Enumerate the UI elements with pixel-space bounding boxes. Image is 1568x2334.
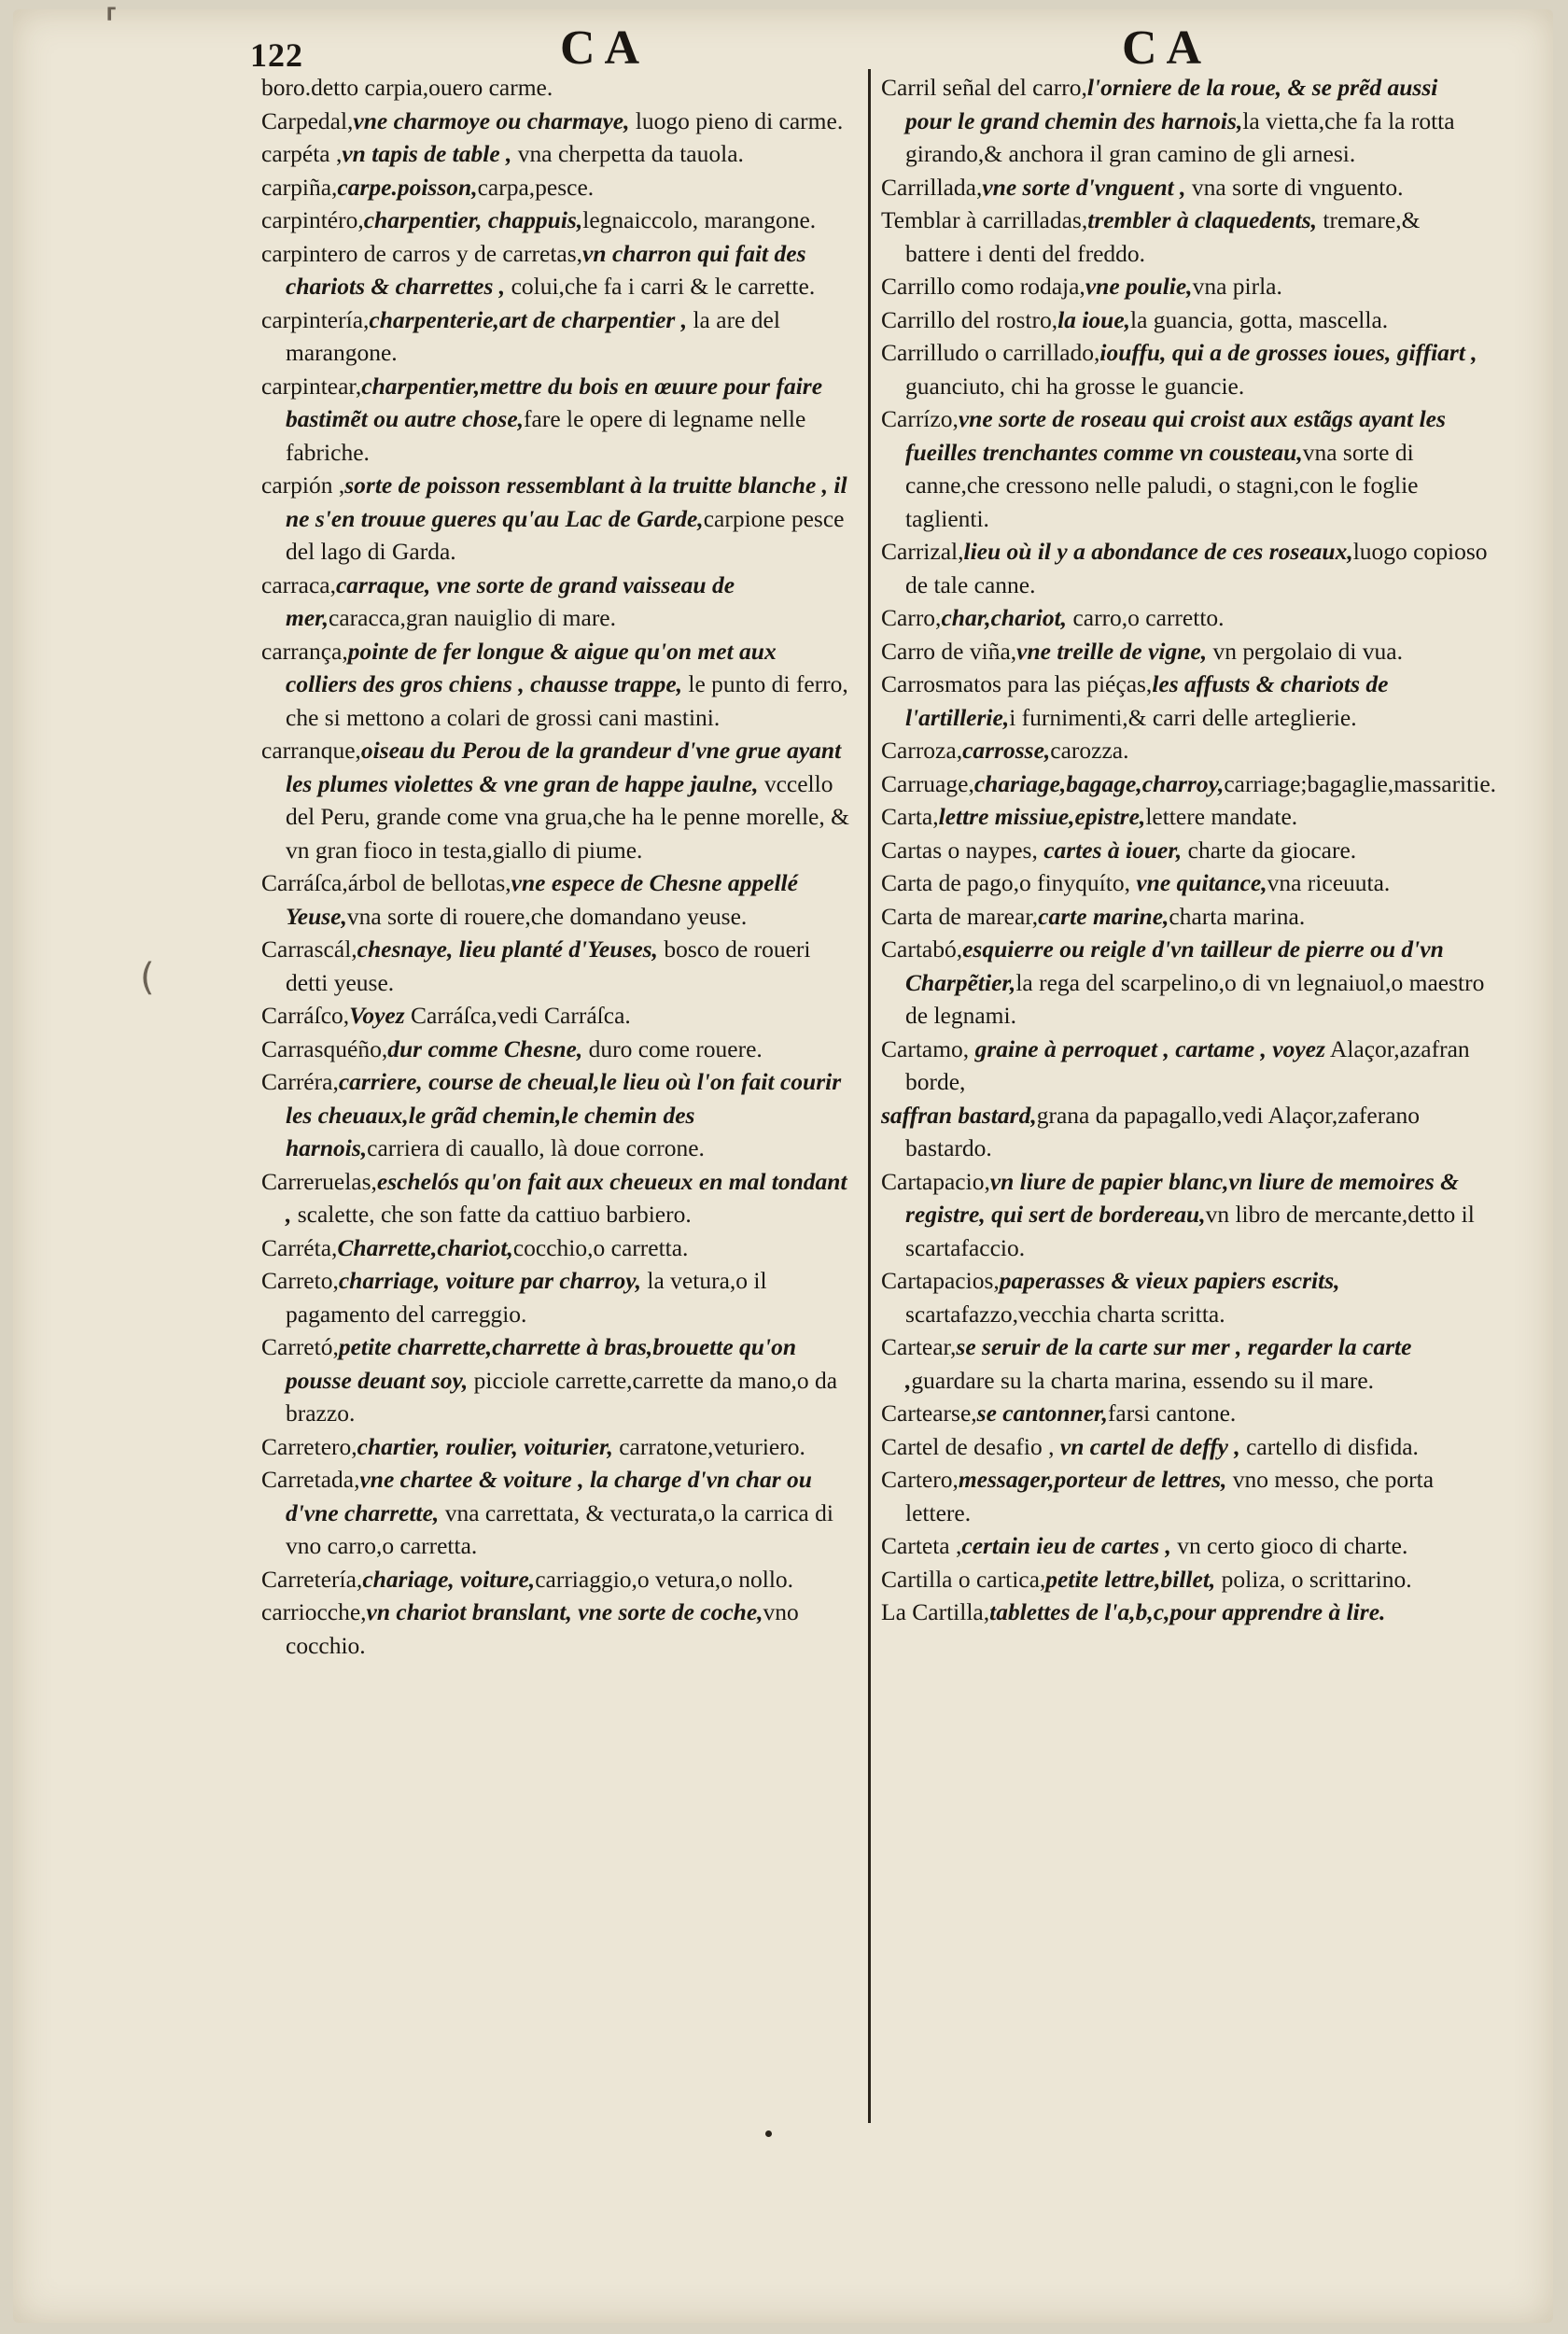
corner-mark: ⸢	[105, 2, 119, 45]
entry-italian: vna carrettata, & vecturata,o la carrica di vno carro,o carretta.	[286, 1498, 833, 1559]
entry-italian: Carráſca,vedi Carráſca.	[404, 1002, 631, 1029]
entry-italian: i furnimenti,& carri delle arteglierie.	[1009, 703, 1357, 731]
entry-italian: colui,che fa i carri & le carrette.	[505, 273, 816, 300]
entry-headword: Carta de pago,o finyquíto,	[881, 869, 1130, 896]
entry-headword: carraca,	[261, 570, 336, 598]
entry-italian: vno messo, che porta lettere.	[905, 1466, 1435, 1526]
entry-italian: poliza, o scrittarino.	[1215, 1565, 1412, 1593]
dictionary-entry	[881, 1099, 1490, 1165]
entry-headword: Cartabó,	[881, 935, 963, 963]
entry-headword: boro.detto carpia,ouero carme.	[261, 74, 553, 101]
dictionary-entry	[881, 303, 1490, 337]
entry-french: vne treille de vigne,	[1016, 637, 1208, 665]
entry-italian: carozza.	[1050, 737, 1129, 764]
dictionary-entry	[261, 1330, 853, 1430]
entry-headword: Cartas o naypes,	[881, 836, 1038, 864]
dictionary-entry	[881, 1330, 1490, 1397]
entry-french: certain ieu de cartes ,	[961, 1532, 1171, 1559]
dictionary-entry	[261, 999, 853, 1033]
column-divider	[868, 69, 871, 2123]
entry-headword: Carreto,	[261, 1267, 339, 1294]
entry-italian: charta marina.	[1169, 902, 1306, 930]
entry-italian: vna cherpetta da tauola.	[511, 140, 744, 167]
running-head-right: CA	[1122, 21, 1211, 75]
dictionary-entry	[261, 933, 853, 999]
left-column	[261, 71, 853, 1662]
entry-headword: Carpedal,	[261, 106, 354, 134]
entry-headword: carpintería,	[261, 305, 370, 333]
entry-french: vne poulie,	[1085, 273, 1193, 300]
dictionary-entry	[881, 1463, 1490, 1529]
entry-headword: carpiña,	[261, 173, 338, 201]
entry-headword: carranque,	[261, 737, 361, 764]
entry-headword: Carteta ,	[881, 1532, 962, 1559]
dictionary-entry	[261, 237, 853, 303]
entry-headword: carrança,	[261, 637, 348, 665]
entry-headword: carpión ,	[261, 471, 345, 499]
entry-french: vne chartee & voiture , la charge d'vn char ou d'vne charrette,	[286, 1466, 812, 1526]
dictionary-entry	[881, 734, 1490, 767]
entry-french: saffran bastard,	[881, 1101, 1037, 1129]
entry-french: charpentier,mettre du bois en œuure pour faire bastimẽt ou autre chose,	[286, 372, 823, 432]
entry-headword: Carráſca,árbol de bellotas,	[261, 869, 511, 896]
page-dot-mark	[765, 2130, 772, 2137]
dictionary-entry	[261, 469, 853, 569]
entry-italian: carriage;bagaglie,massaritie.	[1224, 769, 1497, 797]
entry-headword: Carretero,	[261, 1432, 357, 1460]
dictionary-entry	[881, 270, 1490, 303]
dictionary-entry	[881, 1033, 1490, 1099]
dictionary-entry	[881, 1397, 1490, 1430]
entry-french: vne charmoye ou charmaye,	[353, 106, 630, 134]
dictionary-entry	[881, 1596, 1490, 1629]
entry-italian: vna riceuuta.	[1267, 869, 1391, 896]
entry-headword: carpéta ,	[261, 140, 343, 167]
dictionary-entry	[261, 171, 853, 204]
entry-headword: Carrillo del rostro,	[881, 305, 1058, 333]
dictionary-entry	[881, 204, 1490, 270]
dictionary-entry	[881, 933, 1490, 1033]
entry-italian: vna sorte di canne,che cressono nelle paludi, o stagni,con le foglie taglienti.	[905, 438, 1419, 532]
entry-french: charriage, voiture par charroy,	[338, 1267, 642, 1294]
entry-italian: guanciuto, chi ha grosse le guancie.	[905, 372, 1245, 400]
entry-french: vn chariot branslant, vne sorte de coche,	[366, 1598, 763, 1625]
entry-headword: carpintero de carros y de carretas,	[261, 239, 583, 267]
entry-italian: carro,o carretto.	[1067, 604, 1225, 631]
entry-headword: La Cartilla,	[881, 1598, 990, 1625]
dictionary-entry	[881, 171, 1490, 204]
entry-italian: vn certo gioco di charte.	[1170, 1532, 1408, 1559]
entry-italian: luogo pieno di carme.	[629, 106, 844, 134]
entry-headword: Carretada,	[261, 1466, 360, 1493]
dictionary-entry	[261, 1463, 853, 1563]
entry-headword: Carreruelas,	[261, 1167, 377, 1195]
entry-italian: grana da papagallo,vedi Alaçor,zaferano bastardo.	[905, 1101, 1421, 1161]
entry-headword: carriocche,	[261, 1598, 367, 1625]
entry-french: paperasses & vieux papiers escrits,	[999, 1267, 1340, 1294]
entry-french: esquierre ou reigle d'vn tailleur de pierre ou d'vn Charpẽtier,	[905, 935, 1444, 996]
entry-french: oiseau du Perou de la grandeur d'vne grue ayant les plumes violettes & vne gran de happe jaulne,	[286, 737, 842, 797]
right-column	[881, 71, 1497, 1629]
entry-italian: carpione pesce del lago di Garda.	[286, 504, 845, 565]
entry-french: charpenterie,art de charpentier ,	[369, 305, 688, 333]
entry-french: messager,porteur de lettres,	[958, 1466, 1227, 1493]
entry-french: chariage,bagage,charroy,	[973, 769, 1225, 797]
entry-french: graine à perroquet , cartame , voyez	[969, 1034, 1325, 1062]
entry-french: vne quitance,	[1129, 869, 1267, 896]
dictionary-entry	[261, 1563, 853, 1596]
entry-french: vn liure de papier blanc,vn liure de memoires & registre, qui sert de bordereau,	[905, 1167, 1460, 1228]
entry-french: vne sorte d'vnguent ,	[982, 173, 1186, 201]
entry-headword: Carro de viña,	[881, 637, 1017, 665]
entry-french: vne espece de Chesne appellé Yeuse,	[286, 869, 798, 930]
entry-french: carriere, course de cheual,le lieu où l'on fait courir les cheuaux,le grãd chemin,le chemin des harnois,	[286, 1068, 842, 1161]
entry-italian: cocchio,o carretta.	[512, 1233, 689, 1261]
entry-headword: Carrosmatos para las piéças,	[881, 670, 1153, 697]
entry-headword: Carrízo,	[881, 405, 959, 432]
entry-french: pointe de fer longue & aigue qu'on met aux colliers des gros chiens , chausse trappe,	[286, 637, 777, 697]
entry-headword: Carroza,	[881, 737, 963, 764]
dictionary-entry	[881, 834, 1490, 867]
entry-french: char,chariot,	[941, 604, 1068, 631]
entry-french: les affusts & chariots de l'artillerie,	[905, 670, 1389, 731]
entry-italian: duro come rouere.	[582, 1034, 763, 1062]
dictionary-entry	[881, 1563, 1490, 1596]
entry-italian: vna pirla.	[1192, 273, 1282, 300]
entry-french: vn cartel de deffy ,	[1054, 1432, 1240, 1460]
entry-headword: Carretó,	[261, 1333, 339, 1360]
entry-headword: Cartamo,	[881, 1034, 970, 1062]
dictionary-entry	[261, 105, 853, 138]
entry-french: carpe.poisson,	[337, 173, 478, 201]
dictionary-entry	[881, 866, 1490, 900]
entry-italian: Alaçor,azafran borde,	[905, 1034, 1470, 1095]
entry-french: carraque, vne sorte de grand vaisseau de mer,	[286, 570, 735, 631]
dictionary-entry	[261, 1430, 853, 1464]
dictionary-entry	[881, 535, 1490, 601]
entry-italian: caracca,gran nauiglio di mare.	[329, 604, 617, 631]
entry-french: se cantonner,	[976, 1399, 1108, 1427]
entry-italian: scartafazzo,vecchia charta scritta.	[905, 1300, 1225, 1328]
dictionary-entry	[261, 1165, 853, 1231]
entry-italian: lettere mandate.	[1145, 803, 1298, 830]
entry-headword: Cartel de desafio ,	[881, 1432, 1055, 1460]
entry-italian: la guancia, gotta, mascella.	[1130, 305, 1389, 333]
entry-headword: Carráſco,	[261, 1002, 350, 1029]
entry-italian: carpa,pesce.	[477, 173, 595, 201]
page-number: 122	[250, 36, 303, 74]
dictionary-entry	[881, 635, 1490, 668]
dictionary-entry	[881, 1529, 1490, 1563]
entry-french: Charrette,chariot,	[337, 1233, 513, 1261]
entry-italian: le punto di ferro, che si mettono a colari de grossi cani mastini.	[286, 670, 848, 731]
dictionary-entry	[261, 734, 853, 866]
dictionary-entry	[881, 71, 1490, 171]
dictionary-entry	[881, 1264, 1490, 1330]
entry-italian: fare le opere di legname nelle fabriche.	[286, 405, 806, 466]
dictionary-entry	[261, 1033, 853, 1066]
entry-french: iouffu, qui a de grosses ioues, giffiart ,	[1099, 339, 1477, 366]
dictionary-entry	[261, 1231, 853, 1265]
entry-french: petite charrette,charrette à bras,brouette qu'on pousse deuant soy,	[286, 1333, 796, 1394]
entry-headword: Carta,	[881, 803, 939, 830]
dictionary-entry	[261, 370, 853, 470]
entry-french: carrosse,	[962, 737, 1051, 764]
entry-headword: Carrascál,	[261, 935, 357, 963]
dictionary-entry	[881, 800, 1490, 834]
entry-italian: vn libro de mercante,detto il scartafaccio.	[905, 1201, 1475, 1261]
dictionary-entry	[881, 1430, 1490, 1464]
dictionary-entry	[261, 569, 853, 635]
entry-french: vn tapis de table ,	[342, 140, 512, 167]
entry-french: petite lettre,billet,	[1045, 1565, 1216, 1593]
entry-italian: la rega del scarpelino,o di vn legnaiuol,o maestro de legnami.	[905, 968, 1485, 1029]
dictionary-entry	[261, 1264, 853, 1330]
entry-french: chesnaye, lieu planté d'Yeuses,	[357, 935, 658, 963]
entry-french: cartes à iouer,	[1037, 836, 1183, 864]
dictionary-entry	[261, 635, 853, 735]
entry-french: lettre missiue,epistre,	[938, 803, 1146, 830]
dictionary-entry	[261, 137, 853, 171]
entry-french: vne sorte de roseau qui croist aux estãgs ayant les fueilles trenchantes comme vn cousteau,	[905, 405, 1446, 466]
entry-headword: Carrillada,	[881, 173, 983, 201]
dictionary-entry	[261, 303, 853, 370]
entry-french: trembler à claquedents,	[1087, 206, 1318, 233]
entry-italian: tremare,& battere i denti del freddo.	[905, 206, 1421, 267]
entry-headword: Carruage,	[881, 769, 974, 797]
entry-italian: luogo copioso de tale canne.	[905, 538, 1488, 598]
dictionary-entry	[881, 601, 1490, 635]
dictionary-entry	[261, 866, 853, 933]
entry-italian: charte da giocare.	[1182, 836, 1357, 864]
entry-french: vn charron qui fait des chariots & charrettes ,	[286, 239, 806, 300]
entry-headword: Cartapacios,	[881, 1267, 1000, 1294]
dictionary-entry	[881, 668, 1490, 734]
dictionary-entry	[881, 336, 1490, 402]
entry-headword: Cartilla o cartica,	[881, 1565, 1046, 1593]
entry-headword: Carréta,	[261, 1233, 338, 1261]
entry-italian: carriera di cauallo, là doue corrone.	[367, 1134, 705, 1161]
entry-italian: farsi cantone.	[1107, 1399, 1237, 1427]
running-head-left: CA	[560, 21, 650, 75]
dictionary-entry	[881, 402, 1490, 535]
entry-headword: Temblar à carrilladas,	[881, 206, 1088, 233]
entry-headword: Carrizal,	[881, 538, 964, 565]
entry-italian: la vetura,o il pagamento del carreggio.	[286, 1267, 767, 1328]
dictionary-entry	[261, 1596, 853, 1662]
dictionary-entry	[261, 1065, 853, 1165]
entry-headword: Carretería,	[261, 1565, 363, 1593]
entry-headword: Cartapacio,	[881, 1167, 990, 1195]
entry-french: charpentier, chappuis,	[363, 206, 583, 233]
entry-italian: vccello del Peru, grande come vna grua,che ha le penne morelle, & vn gran fioco in testa,giallo di piume.	[286, 769, 849, 864]
entry-french: se seruir de la carte sur mer , regarder la carte ,	[905, 1333, 1412, 1394]
entry-headword: carpintear,	[261, 372, 362, 400]
entry-headword: Carrilludo o carrillado,	[881, 339, 1100, 366]
entry-italian: la vietta,che fa la rotta girando,& anchora il gran camino de gli arnesi.	[905, 106, 1455, 167]
entry-headword: Carrasquéño,	[261, 1034, 388, 1062]
entry-italian: guardare su la charta marina, essendo su il mare.	[911, 1366, 1375, 1394]
entry-italian: legnaiccolo, marangone.	[582, 206, 817, 233]
entry-italian: scalette, che son fatte da cattiuo barbiero.	[291, 1201, 692, 1228]
margin-bracket-mark: (	[140, 956, 155, 999]
entry-italian: carriaggio,o vetura,o nollo.	[535, 1565, 794, 1593]
entry-french: Voyez	[349, 1002, 405, 1029]
entry-headword: Carréra,	[261, 1068, 339, 1095]
entry-headword: Carta de marear,	[881, 902, 1039, 930]
entry-french: sorte de poisson ressemblant à la truitte blanche , il ne s'en trouue gueres qu'au Lac de Garde,	[286, 471, 847, 532]
dictionary-entry	[261, 71, 853, 105]
entry-italian: vna sorte di rouere,che domandano yeuse.	[346, 902, 748, 930]
entry-italian: vna sorte di vnguento.	[1185, 173, 1404, 201]
entry-italian: picciole carrette,carrette da mano,o da brazzo.	[286, 1366, 838, 1427]
dictionary-entry	[881, 1165, 1490, 1265]
entry-french: la ioue,	[1057, 305, 1131, 333]
dictionary-entry	[261, 204, 853, 237]
entry-headword: Carril señal del carro,	[881, 74, 1087, 101]
entry-headword: Cartear,	[881, 1333, 957, 1360]
entry-italian: cartello di disfida.	[1239, 1432, 1419, 1460]
dictionary-entry	[881, 767, 1497, 801]
dictionary-entry	[881, 900, 1490, 934]
entry-french: lieu où il y a abondance de ces roseaux,	[963, 538, 1353, 565]
entry-headword: Carrillo como rodaja,	[881, 273, 1085, 300]
entry-headword: Cartearse,	[881, 1399, 977, 1427]
entry-french: chartier, roulier, voiturier,	[357, 1432, 613, 1460]
entry-french: l'orniere de la roue, & se prẽd aussi pour le grand chemin des harnois,	[905, 74, 1438, 134]
entry-italian: la are del marangone.	[286, 305, 780, 366]
entry-french: eschelós qu'on fait aux cheueux en mal tondant ,	[286, 1167, 847, 1228]
entry-french: chariage, voiture,	[362, 1565, 536, 1593]
entry-italian: bosco de roueri detti yeuse.	[286, 935, 811, 996]
entry-french: dur comme Chesne,	[387, 1034, 583, 1062]
entry-headword: Carro,	[881, 604, 942, 631]
entry-headword: Cartero,	[881, 1466, 959, 1493]
entry-french: carte marine,	[1038, 902, 1169, 930]
entry-italian: vno cocchio.	[286, 1598, 799, 1659]
entry-french: tablettes de l'a,b,c,pour apprendre à lire.	[989, 1598, 1386, 1625]
entry-italian: carratone,veturiero.	[612, 1432, 805, 1460]
entry-italian: vn pergolaio di vua.	[1207, 637, 1403, 665]
entry-headword: carpintéro,	[261, 206, 364, 233]
